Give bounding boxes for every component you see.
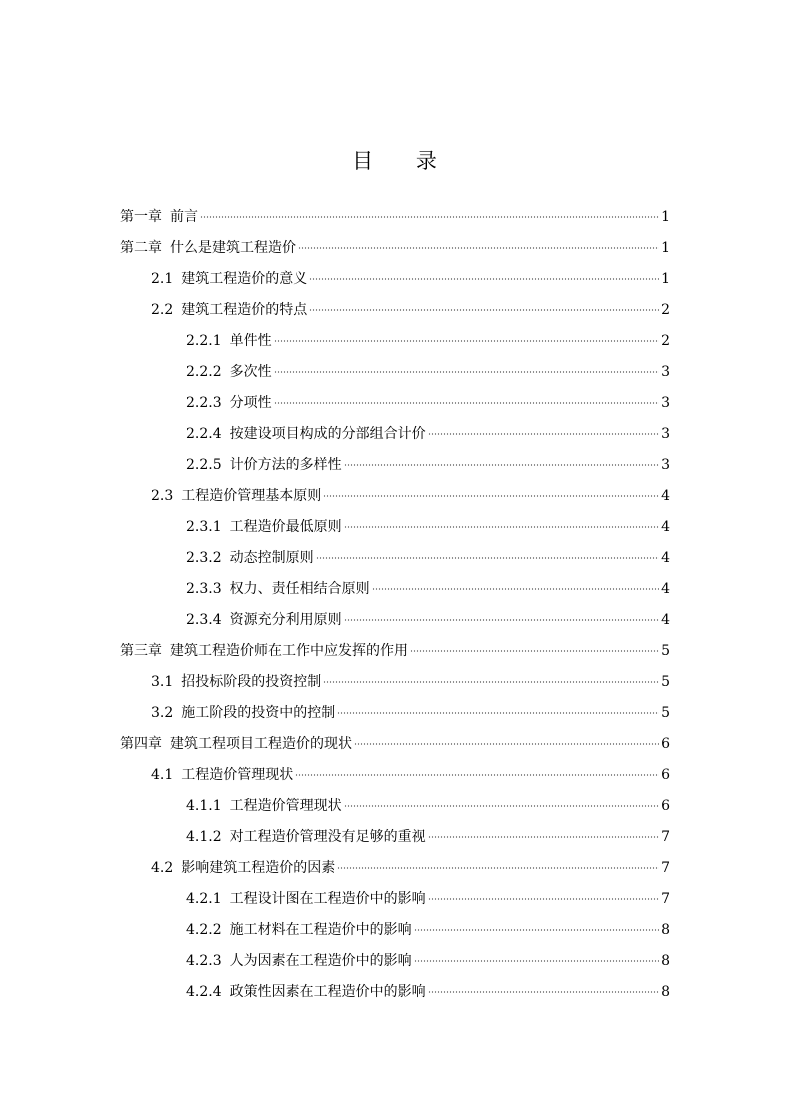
- dot-leader: [316, 557, 659, 559]
- toc-entry-page-number: 6: [661, 736, 670, 752]
- dot-leader: [344, 464, 659, 466]
- toc-entry-label: 资源充分利用原则: [229, 612, 342, 628]
- toc-entry-page-number: 3: [661, 426, 670, 442]
- toc-entry-label: 人为因素在工程造价中的影响: [229, 953, 412, 969]
- toc-entry-number: 第一章: [120, 209, 162, 225]
- toc-entry[interactable]: [120, 512, 670, 543]
- dot-leader: [354, 743, 659, 745]
- toc-entry-label: 影响建筑工程造价的因素: [181, 860, 336, 876]
- toc-entry-number: 2.2: [151, 302, 174, 318]
- toc-entry-label: 工程造价管理现状: [181, 767, 294, 783]
- toc-entry[interactable]: [120, 884, 670, 915]
- toc-entry-label: 建筑工程造价的意义: [181, 271, 308, 287]
- toc-entry-page-number: 7: [661, 860, 670, 876]
- toc-entry[interactable]: [120, 698, 670, 729]
- toc-entry[interactable]: [120, 791, 670, 822]
- toc-entry-page-number: 6: [661, 798, 670, 814]
- toc-entry-label: 招投标阶段的投资控制: [181, 674, 322, 690]
- toc-entry-label: 动态控制原则: [229, 550, 314, 566]
- dot-leader: [344, 619, 659, 621]
- dot-leader: [337, 712, 659, 714]
- toc-entry-page-number: 1: [661, 271, 670, 287]
- toc-entry-page-number: 8: [661, 922, 670, 938]
- toc-entry-page-number: 5: [661, 674, 670, 690]
- toc-entry-number: 4.2.3: [186, 953, 222, 969]
- toc-entry-page-number: 2: [661, 333, 670, 349]
- toc-entry[interactable]: [120, 605, 670, 636]
- dot-leader: [274, 371, 659, 373]
- toc-entry[interactable]: [120, 326, 670, 357]
- toc-entry-page-number: 8: [661, 953, 670, 969]
- toc-entry-number: 3.2: [151, 705, 174, 721]
- toc-entry[interactable]: [120, 450, 670, 481]
- toc-entry-number: 2.3.3: [186, 581, 222, 597]
- dot-leader: [414, 929, 659, 931]
- dot-leader: [428, 433, 659, 435]
- toc-entry-number: 2.3: [151, 488, 174, 504]
- toc-entry-label: 工程造价管理现状: [229, 798, 342, 814]
- toc-entry-label: 工程造价最低原则: [229, 519, 342, 535]
- toc-entry[interactable]: [120, 543, 670, 574]
- dot-leader: [428, 836, 659, 838]
- toc-entry[interactable]: [120, 946, 670, 977]
- dot-leader: [200, 216, 659, 218]
- toc-entry[interactable]: [120, 667, 670, 698]
- dot-leader: [410, 650, 659, 652]
- toc-entry-page-number: 2: [661, 302, 670, 318]
- toc-entry[interactable]: [120, 574, 670, 605]
- toc-entry-page-number: 1: [661, 209, 670, 225]
- toc-entry-page-number: 4: [661, 612, 670, 628]
- toc-entry-label: 对工程造价管理没有足够的重视: [229, 829, 426, 845]
- toc-entry-label: 按建设项目构成的分部组合计价: [229, 426, 426, 442]
- toc-entry-number: 第三章: [120, 643, 162, 659]
- toc-entry[interactable]: [120, 481, 670, 512]
- dot-leader: [337, 867, 659, 869]
- toc-entry-number: 2.2.1: [186, 333, 222, 349]
- toc-entry-label: 计价方法的多样性: [229, 457, 342, 473]
- dot-leader: [274, 340, 659, 342]
- dot-leader: [323, 495, 659, 497]
- toc-entry-number: 4.2.1: [186, 891, 222, 907]
- toc-entry[interactable]: [120, 202, 670, 233]
- toc-entry-number: 4.2.2: [186, 922, 222, 938]
- toc-entry[interactable]: [120, 419, 670, 450]
- toc-entry[interactable]: [120, 636, 670, 667]
- toc-entry-label: 工程设计图在工程造价中的影响: [229, 891, 426, 907]
- toc-entry-number: 2.2.5: [186, 457, 222, 473]
- toc-entry[interactable]: [120, 760, 670, 791]
- toc-entry-label: 施工阶段的投资中的控制: [181, 705, 336, 721]
- toc-entry-number: 4.2: [151, 860, 174, 876]
- toc-entry-label: 前言: [170, 209, 198, 225]
- toc-entry-page-number: 7: [661, 891, 670, 907]
- toc-entry-page-number: 6: [661, 767, 670, 783]
- dot-leader: [309, 278, 659, 280]
- toc-entry-number: 4.1.2: [186, 829, 222, 845]
- toc-entry-label: 施工材料在工程造价中的影响: [229, 922, 412, 938]
- toc-entry-number: 2.3.4: [186, 612, 222, 628]
- toc-entry[interactable]: [120, 915, 670, 946]
- toc-entry-label: 建筑工程项目工程造价的现状: [170, 736, 352, 752]
- toc-entry[interactable]: [120, 822, 670, 853]
- toc-entry-page-number: 3: [661, 395, 670, 411]
- toc-entry-page-number: 5: [661, 643, 670, 659]
- toc-entry-number: 4.2.4: [186, 984, 222, 1000]
- toc-entry-number: 2.3.1: [186, 519, 222, 535]
- toc-list: [120, 202, 670, 1008]
- toc-entry[interactable]: [120, 388, 670, 419]
- toc-entry-number: 4.1.1: [186, 798, 222, 814]
- toc-entry-page-number: 7: [661, 829, 670, 845]
- toc-title: 目 录: [352, 149, 455, 173]
- toc-entry-page-number: 1: [661, 240, 670, 256]
- toc-entry-label: 建筑工程造价师在工作中应发挥的作用: [170, 643, 408, 659]
- dot-leader: [344, 805, 659, 807]
- toc-entry-number: 第四章: [120, 736, 162, 752]
- dot-leader: [372, 588, 659, 590]
- toc-entry-page-number: 4: [661, 581, 670, 597]
- toc-entry-number: 2.2.3: [186, 395, 222, 411]
- toc-entry[interactable]: [120, 729, 670, 760]
- toc-entry-label: 分项性: [229, 395, 272, 411]
- toc-entry-label: 政策性因素在工程造价中的影响: [229, 984, 426, 1000]
- dot-leader: [428, 991, 659, 993]
- toc-entry-page-number: 5: [661, 705, 670, 721]
- toc-entry[interactable]: [120, 977, 670, 1008]
- toc-entry-label: 什么是建筑工程造价: [170, 240, 296, 256]
- dot-leader: [414, 960, 659, 962]
- toc-entry-number: 3.1: [151, 674, 174, 690]
- toc-entry-label: 工程造价管理基本原则: [181, 488, 322, 504]
- toc-entry-page-number: 3: [661, 457, 670, 473]
- toc-entry-page-number: 8: [661, 984, 670, 1000]
- toc-entry-page-number: 3: [661, 364, 670, 380]
- toc-entry-number: 2.1: [151, 271, 174, 287]
- dot-leader: [428, 898, 659, 900]
- toc-entry-label: 单件性: [229, 333, 272, 349]
- toc-entry[interactable]: [120, 233, 670, 264]
- dot-leader: [344, 526, 659, 528]
- toc-entry-label: 建筑工程造价的特点: [181, 302, 308, 318]
- dot-leader: [295, 774, 659, 776]
- toc-entry-page-number: 4: [661, 550, 670, 566]
- toc-entry-label: 权力、责任相结合原则: [229, 581, 370, 597]
- toc-entry-label: 多次性: [229, 364, 272, 380]
- dot-leader: [309, 309, 659, 311]
- toc-entry[interactable]: [120, 853, 670, 884]
- dot-leader: [298, 247, 659, 249]
- toc-entry[interactable]: [120, 295, 670, 326]
- toc-entry-number: 2.3.2: [186, 550, 222, 566]
- toc-entry-number: 4.1: [151, 767, 174, 783]
- toc-entry[interactable]: [120, 357, 670, 388]
- toc-entry-number: 2.2.2: [186, 364, 222, 380]
- toc-entry-page-number: 4: [661, 488, 670, 504]
- toc-entry-page-number: 4: [661, 519, 670, 535]
- dot-leader: [274, 402, 659, 404]
- dot-leader: [323, 681, 659, 683]
- toc-entry-number: 第二章: [120, 240, 162, 256]
- toc-entry[interactable]: [120, 264, 670, 295]
- toc-entry-number: 2.2.4: [186, 426, 222, 442]
